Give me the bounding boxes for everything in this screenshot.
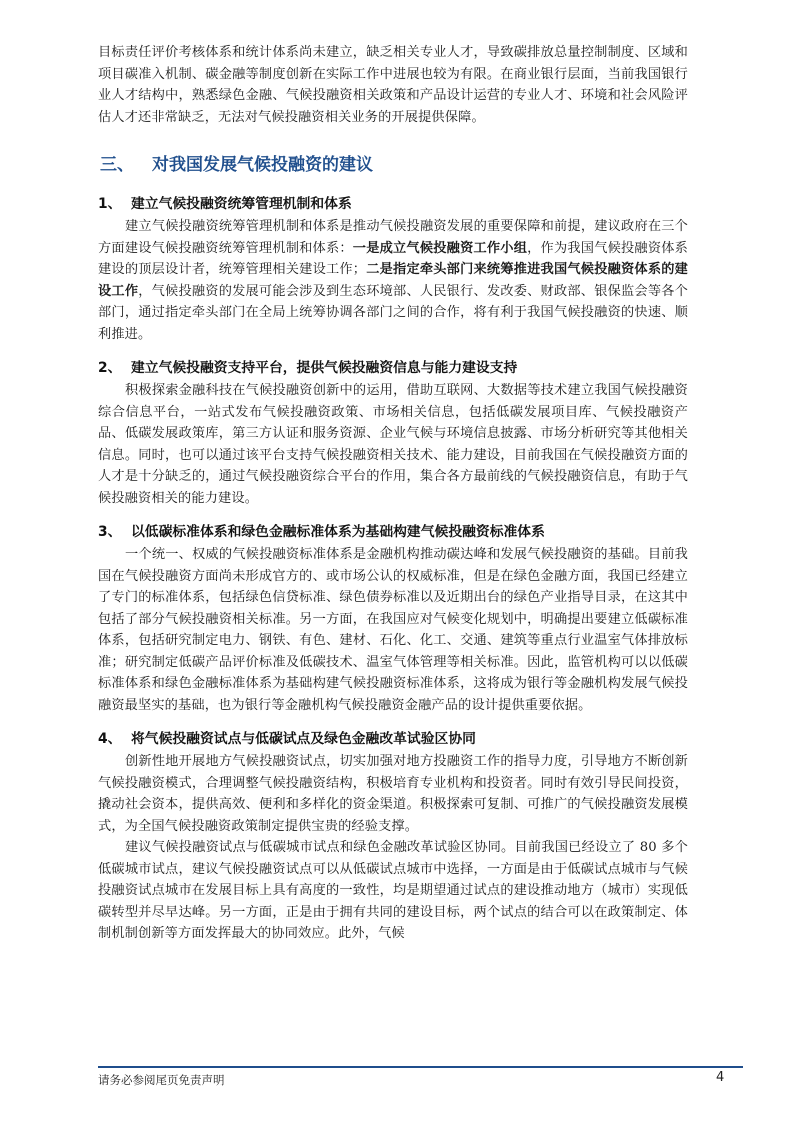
text-run: 建立气候投融资统筹管理机制和体系是推动气候投融资发展的重要保障和前提，建议政府在三个方面建设气候投融资统筹管理机制和体系： [98, 219, 688, 256]
emphasis-text: 二是指定牵头部门来统筹推进我国气候投融资体系的建设工作 [98, 262, 688, 299]
subsection-title: 建立气候投融资支持平台，提供气候投融资信息与能力建设支持 [131, 360, 518, 376]
page-number: 4 [716, 1070, 725, 1085]
section-heading [100, 150, 688, 175]
subsection-number: 2、 [98, 360, 122, 376]
subsection-2-paragraph: 积极探索金融科技在气候投融资创新中的运用，借助互联网、大数据等技术建立我国气候投融资综合信息平台，一站式发布气候投融资政策、市场相关信息，包括低碳发展项目库、气候投融资产品、低碳发展政策库，第三方认证和服务资源、企业气候与环境信息披露、市场分析研究等其他相关信息。同时，也可以通过该平台支持气候投融资相关技术、能力建设，目前我国在气候投融资方面的人才是十分缺乏的，通过气候投融资综合平台的作用，集合各方最前线的气候投融资信息，有助于气候投融资相关的能力建设。 [98, 383, 688, 506]
text-run: ，作为我国气候投融资体系建设的顶层设计者，统筹管理相关建设工作； [98, 240, 688, 277]
subsection-heading-1 [98, 193, 688, 215]
subsection-4-paragraph-2: 建议气候投融资试点与低碳城市试点和绿色金融改革试验区协同。目前我国已经设立了 80 多个低碳城市试点，建议气候投融资试点可以从低碳试点城市中选择，一方面是由于低碳试点城市与气候投融资试点城市在发展目标上具有高度的一致性，均是期望通过试点的建设推动地方（城市）实现低碳转型并尽早达峰。另一方面，正是由于拥有共同的建设目标，两个试点的结合可以在政策制定、体制机制创新等方面发挥最大的协同效应。此外，气候 [98, 840, 688, 941]
subsection-3-paragraph: 一个统一、权威的气候投融资标准体系是金融机构推动碳达峰和发展气候投融资的基础。目前我国在气候投融资方面尚未形成官方的、或市场公认的权威标准，但是在绿色金融方面，我国已经建立了专门的标准体系，包括绿色信贷标准、绿色债券标准以及近期出台的绿色产业指导目录，在这其中包括了部分气候投融资相关标准。另一方面，在我国应对气候变化规划中，明确提出要建立低碳标准体系，包括研究制定电力、钢铁、有色、建材、石化、化工、交通、建筑等重点行业温室气体排放标准；研究制定低碳产品评价标准及低碳技术、温室气体管理等相关标准。因此，监管机构可以以低碳标准体系和绿色金融标准体系为基础构建气候投融资标准体系，这将成为银行等金融机构发展气候投融资最坚实的基础，也为银行等金融机构气候投融资金融产品的设计提供重要依据。 [98, 547, 688, 713]
subsection-title: 以低碳标准体系和绿色金融标准体系为基础构建气候投融资标准体系 [131, 524, 545, 540]
subsection-number: 3、 [98, 524, 122, 540]
subsection-title: 建立气候投融资统筹管理机制和体系 [131, 196, 352, 212]
text-run: ，气候投融资的发展可能会涉及到生态环境部、人民银行、发改委、财政部、银保监会等各个部门，通过指定牵头部门在全局上统筹协调各部门之间的合作，将有利于我国气候投融资的快速、顺利推进。 [98, 283, 688, 342]
subsection-heading-4 [98, 728, 688, 750]
section-number: 三、 [100, 155, 134, 175]
subsection-4-paragraph-1: 创新性地开展地方气候投融资试点，切实加强对地方投融资工作的指导力度，引导地方不断创新气候投融资模式，合理调整气候投融资结构，积极培育专业机构和投资者。同时有效引导民间投资，撬动社会资本，提供高效、便利和多样化的资金渠道。积极探索可复制、可推广的气候投融资发展模式，为全国气候投融资政策制定提供宝贵的经验支撑。 [98, 754, 688, 834]
section-title: 对我国发展气候投融资的建议 [152, 155, 373, 175]
subsection-number: 4、 [98, 731, 122, 747]
subsection-number: 1、 [98, 196, 122, 212]
intro-paragraph: 目标责任评价考核体系和统计体系尚未建立，缺乏相关专业人才，导致碳排放总量控制制度、区域和项目碳准入机制、碳金融等制度创新在实际工作中进展也较为有限。在商业银行层面，当前我国银行业人才结构中，熟悉绿色金融、气候投融资相关政策和产品设计运营的专业人才、环境和社会风险评估人才还非常缺乏，无法对气候投融资相关业务的开展提供保障。 [98, 45, 688, 125]
subsection-title: 将气候投融资试点与低碳试点及绿色金融改革试验区协同 [131, 731, 476, 747]
page-content [98, 42, 688, 945]
emphasis-text: 一是成立气候投融资工作小组 [352, 240, 528, 256]
subsection-1-paragraph [98, 216, 688, 345]
subsection-heading-3 [98, 521, 688, 543]
footer-disclaimer: 请务必参阅尾页免责声明 [98, 1073, 225, 1087]
footer-divider [98, 1066, 743, 1068]
subsection-heading-2 [98, 357, 688, 379]
